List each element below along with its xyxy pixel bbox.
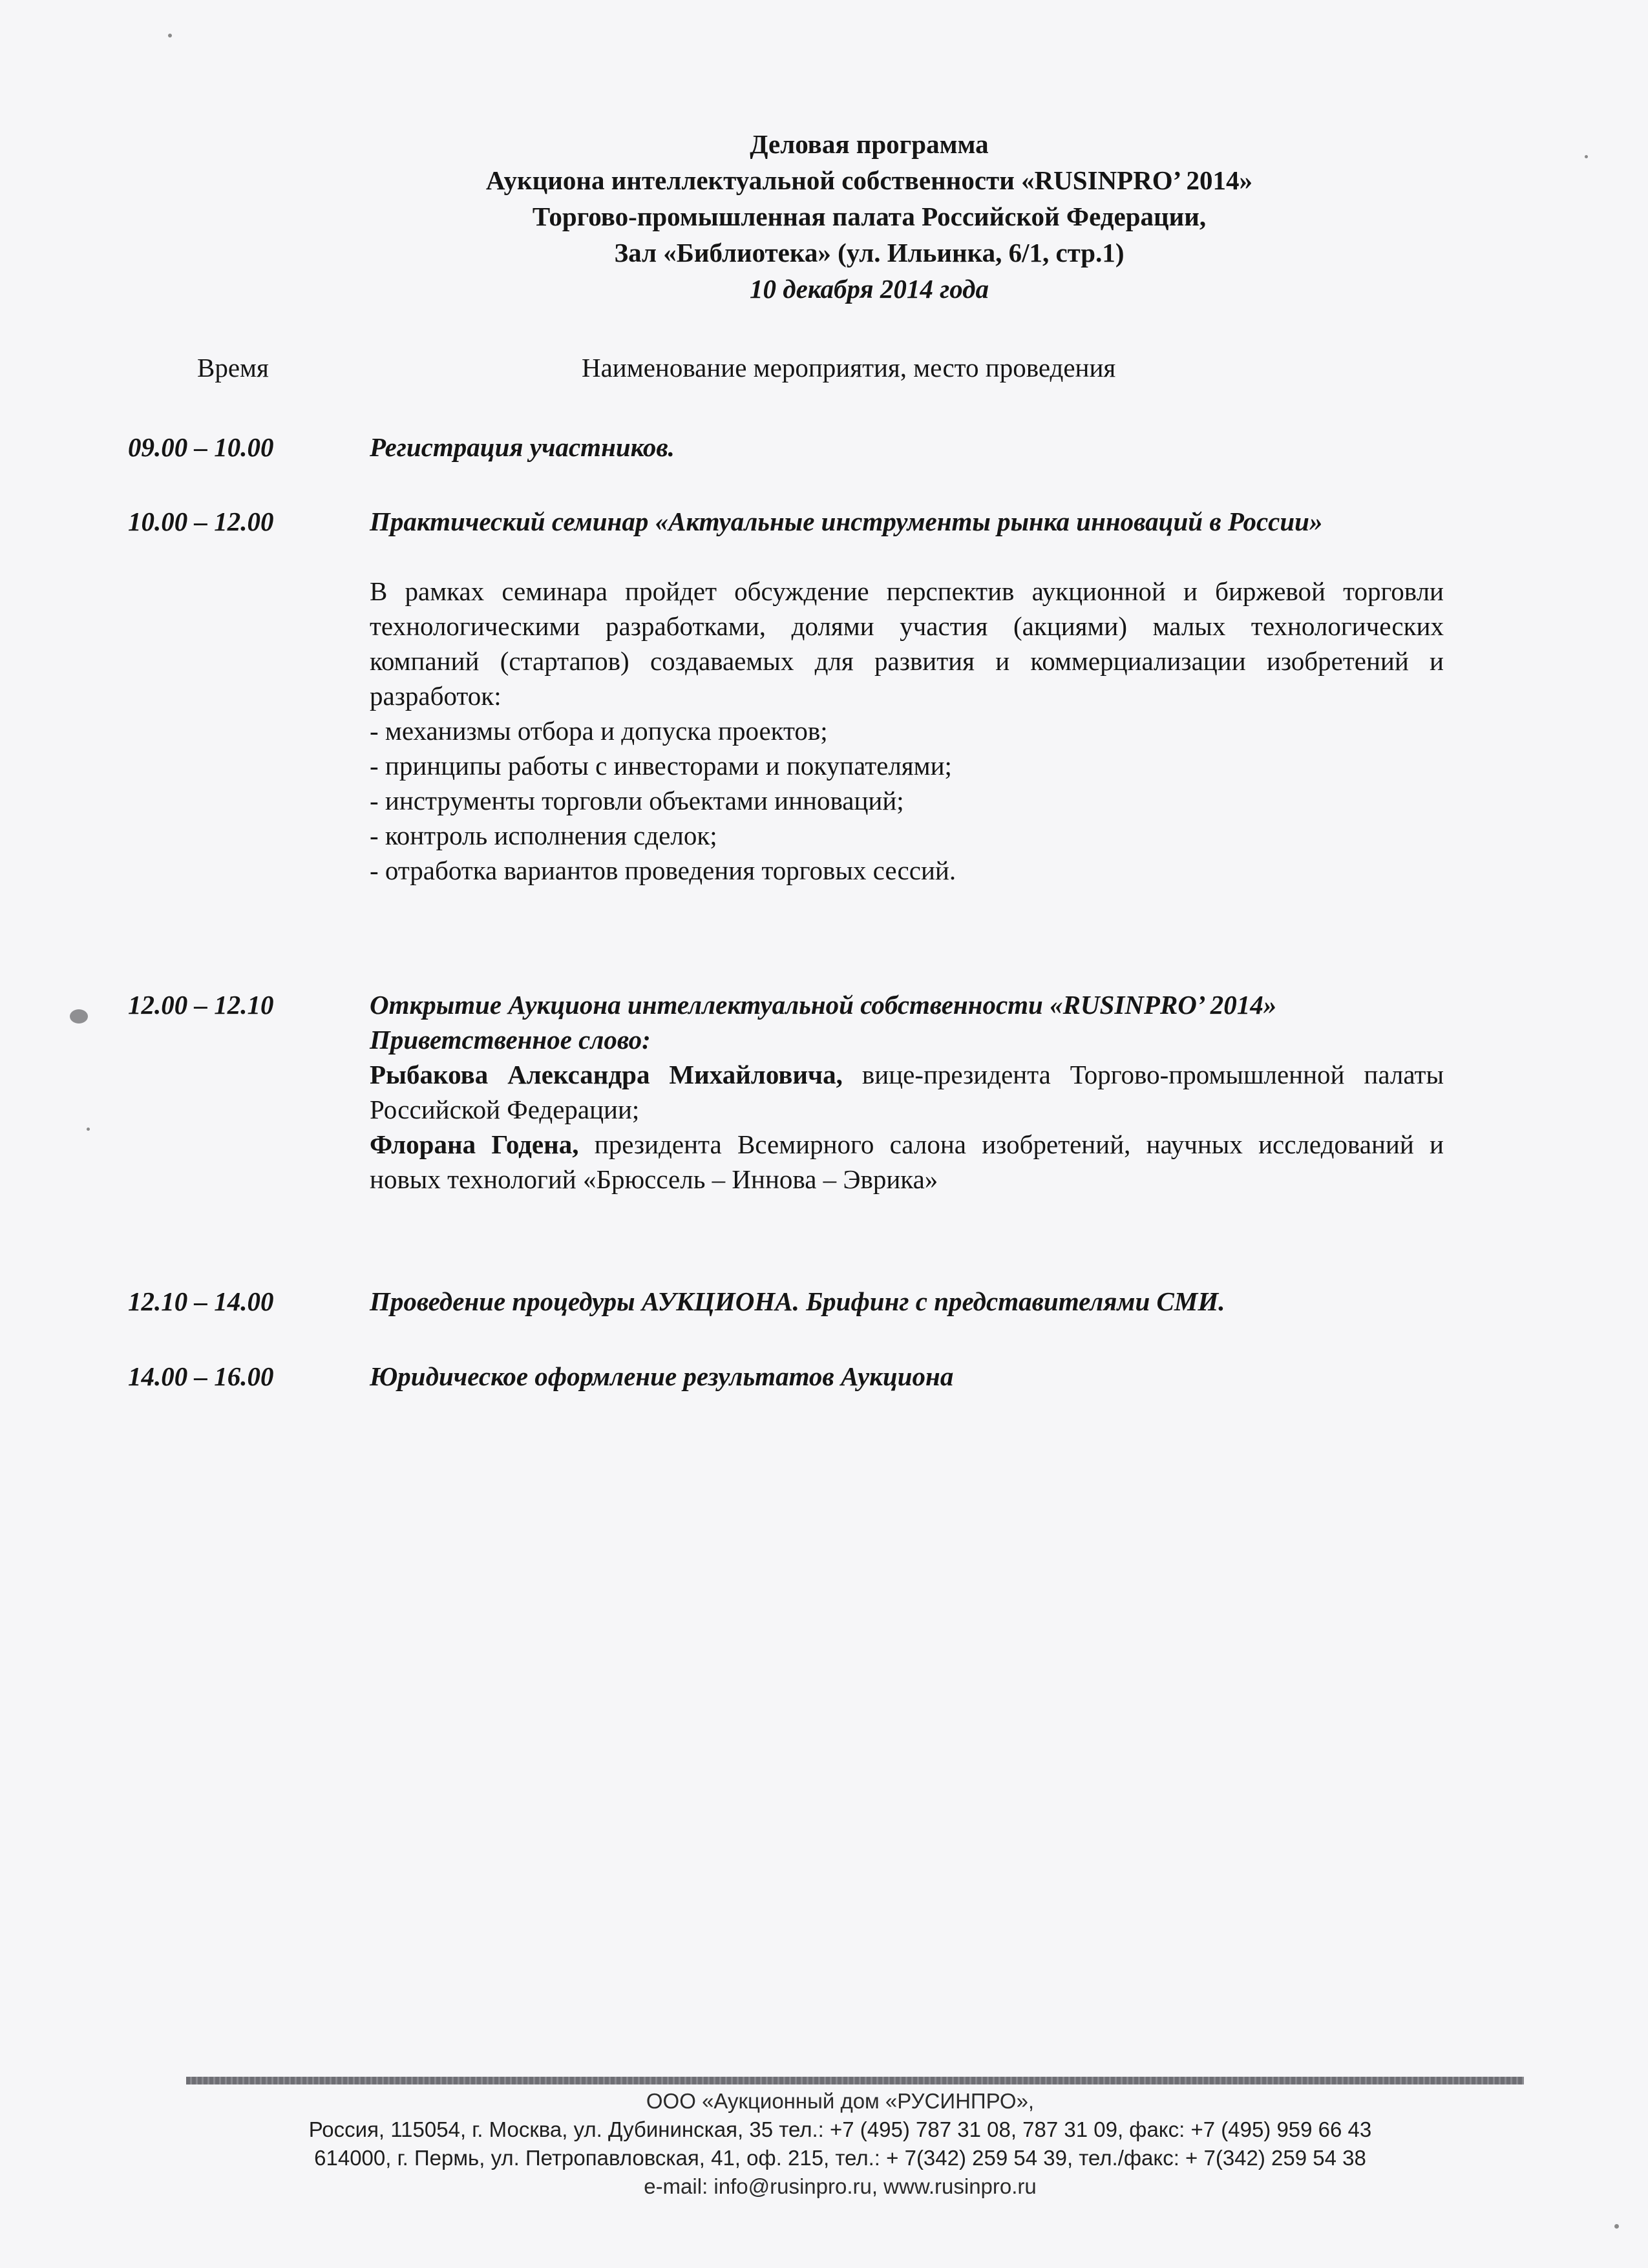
list-item: - отработка вариантов проведения торговых сессий. bbox=[370, 853, 1444, 888]
header-organization: Торгово-промышленная палата Российской Федерации, bbox=[532, 202, 1207, 231]
schedule-title: Регистрация участников. bbox=[370, 432, 675, 462]
header-title: Деловая программа bbox=[750, 129, 989, 159]
footer-perm-address: 614000, г. Пермь, ул. Петропавловская, 41, оф. 215, тел.: + 7(342) 259 54 39, тел./факс: + 7(342) 259 54 38 bbox=[314, 2146, 1366, 2170]
list-item: - инструменты торговли объектами инноваций; bbox=[370, 783, 1444, 818]
footer-moscow-address: Россия, 115054, г. Москва, ул. Дубининская, 35 тел.: +7 (495) 787 31 08, 787 31 09, факс: +7 (495) 959 66 43 bbox=[308, 2117, 1372, 2141]
column-heading-title: Наименование мероприятия, место проведения bbox=[582, 353, 1116, 383]
scan-speck bbox=[168, 34, 172, 37]
scan-speck bbox=[1614, 2224, 1619, 2229]
schedule-title: Юридическое оформление результатов Аукциона bbox=[370, 1361, 954, 1391]
header-venue: Зал «Библиотека» (ул. Ильинка, 6/1, стр.1) bbox=[614, 238, 1125, 268]
schedule-time: 12.10 – 14.00 bbox=[128, 1286, 274, 1316]
column-heading-time: Время bbox=[197, 353, 269, 383]
speaker-name: Флорана Годена, bbox=[370, 1129, 579, 1159]
schedule-content bbox=[370, 1359, 1444, 1394]
schedule-description: В рамках семинара пройдет обсуждение перспектив аукционной и биржевой торговли технологическими разработками, долями участия (акциями) малых технологических компаний (стартапов) создаваемых для развития и коммерциализации изобретений и разработок: bbox=[370, 576, 1444, 711]
schedule-time: 14.00 – 16.00 bbox=[128, 1361, 274, 1391]
list-item: - принципы работы с инвесторами и покупателями; bbox=[370, 748, 1444, 783]
schedule-title: Практический семинар «Актуальные инструменты рынка инноваций в России» bbox=[370, 507, 1323, 536]
speaker-entry bbox=[370, 1057, 1444, 1127]
speaker-name: Рыбакова Александра Михайловича, bbox=[370, 1060, 843, 1089]
schedule-time: 12.00 – 12.10 bbox=[128, 990, 274, 1020]
schedule-content bbox=[370, 987, 1444, 1197]
greeting-label: Приветственное слово: bbox=[370, 1025, 651, 1055]
document-header bbox=[0, 126, 1648, 307]
list-item: - контроль исполнения сделок; bbox=[370, 818, 1444, 853]
header-event-name: Аукциона интеллектуальной собственности «RUSINPRO’ 2014» bbox=[485, 165, 1253, 195]
footer-contacts: e-mail: info@rusinpro.ru, www.rusinpro.ru bbox=[644, 2174, 1037, 2198]
schedule-content bbox=[370, 504, 1444, 888]
header-date: 10 декабря 2014 года bbox=[749, 274, 989, 304]
schedule-content bbox=[370, 1284, 1444, 1319]
topic-list bbox=[370, 713, 1444, 888]
scan-speck bbox=[1585, 155, 1588, 158]
schedule-title: Открытие Аукциона интеллектуальной собственности «RUSINPRO’ 2014» bbox=[370, 990, 1277, 1020]
speaker-entry bbox=[370, 1127, 1444, 1197]
schedule-title: Проведение процедуры АУКЦИОНА. Брифинг с представителями СМИ. bbox=[370, 1286, 1225, 1316]
footer-divider bbox=[186, 2077, 1524, 2084]
schedule-time: 10.00 – 12.00 bbox=[128, 507, 274, 536]
scan-speck bbox=[70, 1009, 88, 1024]
footer-company: ООО «Аукционный дом «РУСИНПРО», bbox=[646, 2089, 1035, 2113]
scan-speck bbox=[87, 1128, 90, 1131]
speaker-role: президента Всемирного салона изобретений, научных исследований и новых технологий «Брюссель – Иннова – Эврика» bbox=[370, 1129, 1444, 1194]
speaker-role: вице-президента Торгово-промышленной палаты Российской Федерации; bbox=[370, 1060, 1444, 1124]
list-item: - механизмы отбора и допуска проектов; bbox=[370, 713, 1444, 748]
letterhead-footer bbox=[155, 2087, 1525, 2201]
schedule-content bbox=[370, 430, 1444, 465]
schedule-time: 09.00 – 10.00 bbox=[128, 432, 274, 462]
